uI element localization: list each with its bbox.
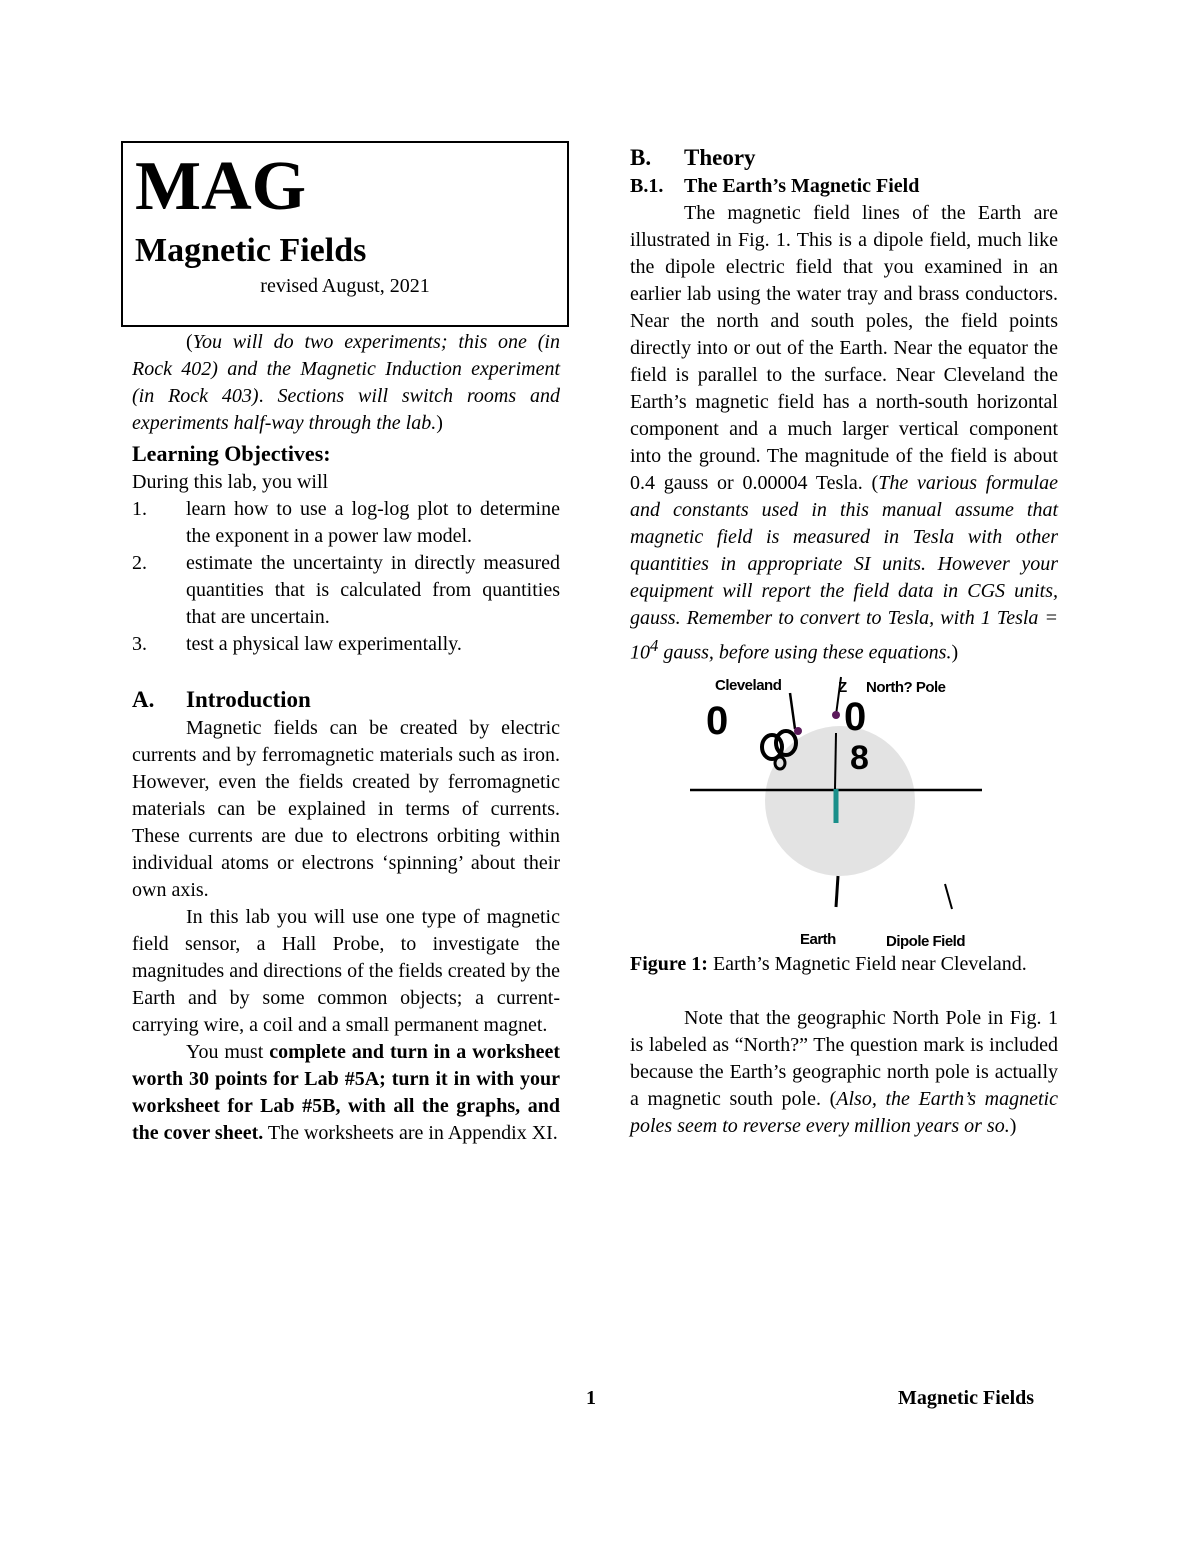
intro-paragraph-2: In this lab you will use one type of magnetic field sensor, a Hall Probe, to investigate the magnitudes and directions of the fields created by the Earth and by some common objects; a current-carrying wire, a coil and a small permanent magnet. bbox=[132, 906, 560, 1036]
field-glyph: 0 bbox=[706, 698, 729, 743]
objectives-heading: Learning Objectives: bbox=[132, 441, 331, 466]
list-item: 1. learn how to use a log-log plot to determine the exponent in a power law model. bbox=[132, 498, 560, 547]
dipole-field-label: Dipole Field bbox=[886, 932, 966, 950]
b1-paragraph: The magnetic field lines of the Earth are illustrated in Fig. 1. This is a dipole field, much like the dipole electric field that you examined in an earlier lab using the water tray and brass conductors. Near the north and south poles, the field points directly into or out of the Earth. Near the equator the field is parallel to the surface. Near Cleveland the Earth’s magnetic field has a north-south horizontal component and a much larger vertical component into the ground. The magnitude of the field is about 0.4 gauss or 0.00004 Tesla. (The various formulae and constants used in this manual assume that magnetic field is measured in Tesla with other quantities in appropriate SI units. However your equipment will report the field data in CGS units, gauss. Remember to convert to Tesla, with 1 Tesla = $10^4$ gauss, before using these equations.) bbox=[630, 202, 1058, 664]
intro-paragraph-3: You must complete and turn in a worksheet worth 30 points for Lab #5A; turn it in with your worksheet for Lab #5B, with all the graphs, and the cover sheet. The worksheets are in Appendix XI. bbox=[132, 1041, 560, 1144]
north-pole-marker bbox=[832, 711, 840, 719]
earth-pointer bbox=[836, 876, 838, 907]
list-item: 2. estimate the uncertainty in directly measured quantities that is calculated from quantities that are uncertain. bbox=[132, 552, 560, 628]
north-pole-label: North? Pole bbox=[866, 678, 946, 696]
z-axis-line bbox=[835, 733, 836, 789]
right-column bbox=[630, 143, 1058, 1140]
z-label: Z bbox=[838, 678, 848, 696]
field-glyph: 0 bbox=[844, 694, 867, 739]
intro-note: (You will do two experiments; this one (in Rock 402) and the Magnetic Induction experiment (in Rock 403). Sections will switch rooms and experiments half-way through the lab.) bbox=[132, 331, 560, 434]
title-box bbox=[121, 141, 569, 327]
dipole-pointer bbox=[945, 884, 952, 909]
note-paragraph: Note that the geographic North Pole in Fig. 1 is labeled as “North?” The question mark is included because the Earth’s geographic north pole is actually a magnetic south pole. (Also, the Earth’s magnetic poles seem to reverse every million years or so.) bbox=[630, 1006, 1058, 1137]
field-glyph: 8 bbox=[850, 738, 869, 777]
cleveland-label: Cleveland bbox=[715, 676, 782, 694]
section-b1-heading: B.1. The Earth’s Magnetic Field bbox=[630, 175, 920, 197]
section-a-heading: A. Introduction bbox=[132, 687, 311, 712]
earth-label: Earth bbox=[800, 930, 836, 948]
objectives-list bbox=[132, 496, 560, 658]
list-item: 3. test a physical law experimentally. bbox=[132, 633, 462, 655]
lab-code: MAG bbox=[135, 148, 307, 225]
objectives-lead: During this lab, you will bbox=[132, 471, 329, 493]
intro-paragraph-1: Magnetic fields can be created by electric currents and by ferromagnetic materials such as iron. However, even the fields created by ferromagnetic materials can be explained in terms of currents. These currents are due to electrons orbiting within individual atoms or electrons ‘spinning’ about their own axis. bbox=[132, 717, 560, 901]
footer-title: Magnetic Fields bbox=[898, 1387, 1035, 1409]
section-b-heading: B. Theory bbox=[630, 145, 756, 170]
figure-1 bbox=[630, 671, 1058, 951]
page-number: 1 bbox=[586, 1387, 596, 1409]
revision-date: revised August, 2021 bbox=[260, 275, 430, 297]
figure-caption: Figure 1: Earth’s Magnetic Field near Cleveland. bbox=[630, 952, 1027, 975]
page-title: Magnetic Fields bbox=[135, 232, 367, 269]
field-loop-icon bbox=[750, 723, 810, 773]
left-column bbox=[132, 329, 560, 1147]
